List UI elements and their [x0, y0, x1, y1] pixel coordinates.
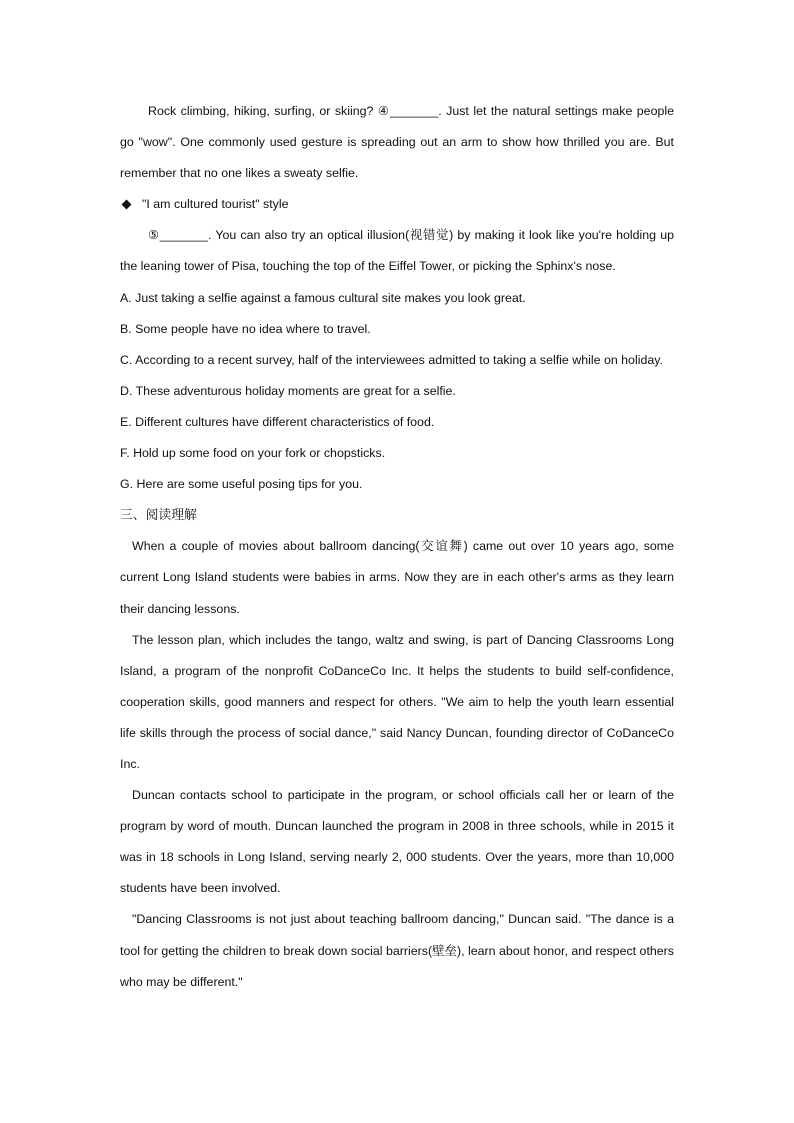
reading-paragraph-2: The lesson plan, which includes the tango, waltz and swing, is part of Dancing Classrooms Long Island, a program of the nonprofit CoDanceCo Inc. It helps the students to build self-confidence, cooperation skills, good manners and respect for others. "We aim to help the youth learn essential life skills through the process of social dance," said Nancy Duncan, founding director of CoDanceCo Inc. [120, 632, 674, 771]
reading-paragraph-4: "Dancing Classrooms is not just about teaching ballroom dancing," Duncan said. "The dance is a tool for getting the children to break down social barriers(壁垒), learn about honor, and respect others who may be different." [120, 912, 674, 989]
option-b: B. Some people have no idea where to travel. [120, 321, 371, 336]
bullet-heading-text: "I am cultured tourist" style [142, 197, 289, 212]
option-e: E. Different cultures have different characteristics of food. [120, 414, 435, 429]
reading-paragraph-3: Duncan contacts school to participate in the program, or school officials call her or learn of the program by word of mouth. Duncan launched the program in 2008 in three schools, while in 2015 it was in 18 schools in Long Island, serving nearly 2, 000 students. Over the years, more than 10,000 students have been involved. [120, 788, 674, 896]
section-title: 三、阅读理解 [120, 508, 197, 524]
document-page [120, 96, 674, 998]
reading-paragraph-1: When a couple of movies about ballroom dancing(交谊舞) came out over 10 years ago, some current Long Island students were babies in arms. Now they are in each other's arms as they learn their dancing lessons. [120, 539, 674, 616]
passage-paragraph-cultured: ⑤_______. You can also try an optical illusion(视错觉) by making it look like you're holding up the leaning tower of Pisa, touching the top of the Eiffel Tower, or picking the Sphinx's nose. [120, 228, 674, 274]
bullet-heading [120, 189, 674, 220]
option-g: G. Here are some useful posing tips for you. [120, 477, 363, 492]
diamond-bullet-icon [122, 200, 132, 210]
option-d: D. These adventurous holiday moments are great for a selfie. [120, 383, 456, 398]
option-c: C. According to a recent survey, half of the interviewees admitted to taking a selfie while on holiday. [120, 352, 663, 367]
option-a: A. Just taking a selfie against a famous cultural site makes you look great. [120, 290, 526, 305]
passage-paragraph-adventure: Rock climbing, hiking, surfing, or skiing? ④_______. Just let the natural settings make people go "wow". One commonly used gesture is spreading out an arm to show how thrilled you are. But remember that no one likes a sweaty selfie. [120, 104, 674, 181]
option-f: F. Hold up some food on your fork or chopsticks. [120, 446, 386, 461]
